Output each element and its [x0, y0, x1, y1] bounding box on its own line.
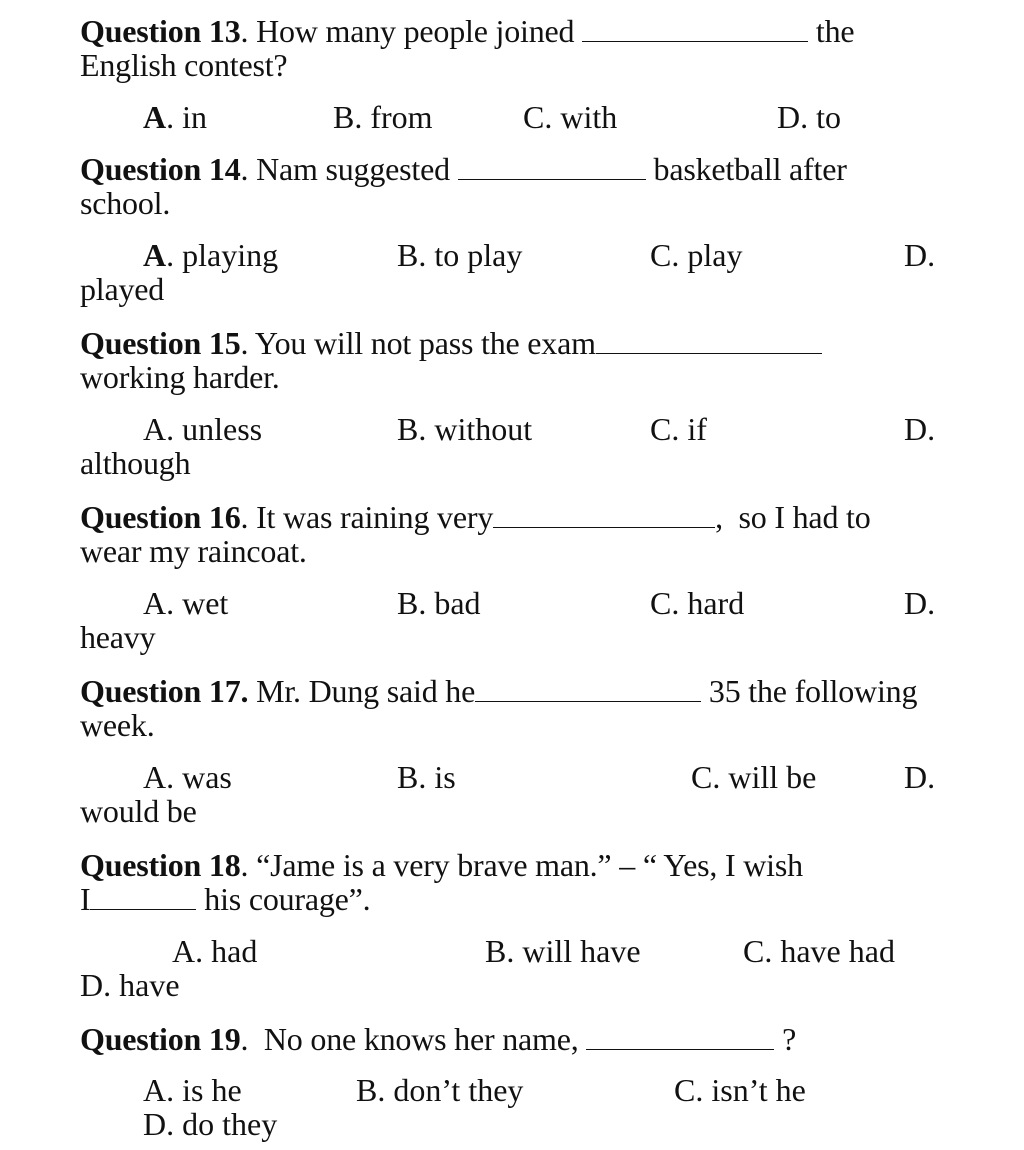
option-c[interactable]: C. hard — [650, 585, 745, 621]
question-label: Question 13 — [80, 13, 241, 49]
option-d[interactable]: D. — [904, 237, 936, 273]
answer-blank — [582, 19, 808, 42]
option-b[interactable]: B. is — [397, 759, 456, 795]
option-c[interactable]: C. play — [650, 237, 743, 273]
option-b[interactable]: B. without — [397, 411, 533, 447]
option-a[interactable]: A. unless — [143, 411, 263, 447]
option-b[interactable]: B. will have — [485, 933, 641, 969]
option-b[interactable]: B. to play — [397, 237, 523, 273]
question-14-stem-continued: school. — [80, 185, 171, 221]
option-c[interactable]: C. have had — [743, 933, 895, 969]
option-c[interactable]: C. with — [523, 99, 618, 135]
question-15-stem-continued: working harder. — [80, 359, 280, 395]
question-13-stem-continued: English contest? — [80, 47, 288, 83]
question-17-stem-continued: week. — [80, 707, 155, 743]
option-d-text[interactable]: heavy — [80, 619, 156, 655]
question-15-stem: Question 15. You will not pass the exam — [80, 326, 822, 360]
question-label: Question 16 — [80, 499, 241, 535]
question-14-stem: Question 14. Nam suggested basketball after — [80, 151, 847, 187]
answer-blank — [596, 331, 822, 354]
option-d[interactable]: D. — [904, 759, 936, 795]
option-a[interactable]: A. is he — [143, 1072, 242, 1108]
question-16-stem-continued: wear my raincoat. — [80, 533, 307, 569]
question-label: Question 18 — [80, 847, 241, 883]
question-label: Question 15 — [80, 325, 241, 361]
option-d[interactable]: D. — [904, 411, 936, 447]
option-a[interactable]: A. had — [172, 933, 258, 969]
question-label: Question 14 — [80, 151, 241, 187]
question-13-stem: Question 13. How many people joined the — [80, 13, 855, 49]
answer-blank — [586, 1027, 774, 1050]
question-16-stem: Question 16. It was raining very , so I had to — [80, 499, 871, 535]
option-a[interactable]: A. was — [143, 759, 232, 795]
option-d-text[interactable]: would be — [80, 793, 197, 829]
option-a[interactable]: A. wet — [143, 585, 229, 621]
option-b[interactable]: B. bad — [397, 585, 481, 621]
answer-blank — [475, 679, 701, 702]
question-18-stem: Question 18. “Jame is a very brave man.” – “ Yes, I wish — [80, 847, 803, 883]
option-a[interactable]: A. playing — [143, 237, 279, 273]
option-c[interactable]: C. if — [650, 411, 707, 447]
option-b[interactable]: B. don’t they — [356, 1072, 524, 1108]
answer-blank — [458, 157, 646, 180]
option-d[interactable]: D. do they — [143, 1106, 278, 1142]
answer-blank — [90, 887, 196, 910]
question-18-stem-continued: I his courage”. — [80, 881, 371, 917]
option-b[interactable]: B. from — [333, 99, 433, 135]
option-a[interactable]: A. in — [143, 99, 207, 135]
question-19-stem: Question 19. No one knows her name, ? — [80, 1021, 797, 1057]
option-d-text[interactable]: played — [80, 271, 165, 307]
question-17-stem: Question 17. Mr. Dung said he 35 the following — [80, 673, 918, 709]
option-c[interactable]: C. isn’t he — [674, 1072, 806, 1108]
option-c[interactable]: C. will be — [691, 759, 817, 795]
answer-blank — [493, 505, 715, 528]
option-d[interactable]: D. to — [777, 99, 841, 135]
option-d[interactable]: D. — [904, 585, 936, 621]
question-label: Question 17. — [80, 673, 249, 709]
option-d[interactable]: D. have — [80, 967, 180, 1003]
question-label: Question 19 — [80, 1021, 241, 1057]
option-d-text[interactable]: although — [80, 445, 191, 481]
